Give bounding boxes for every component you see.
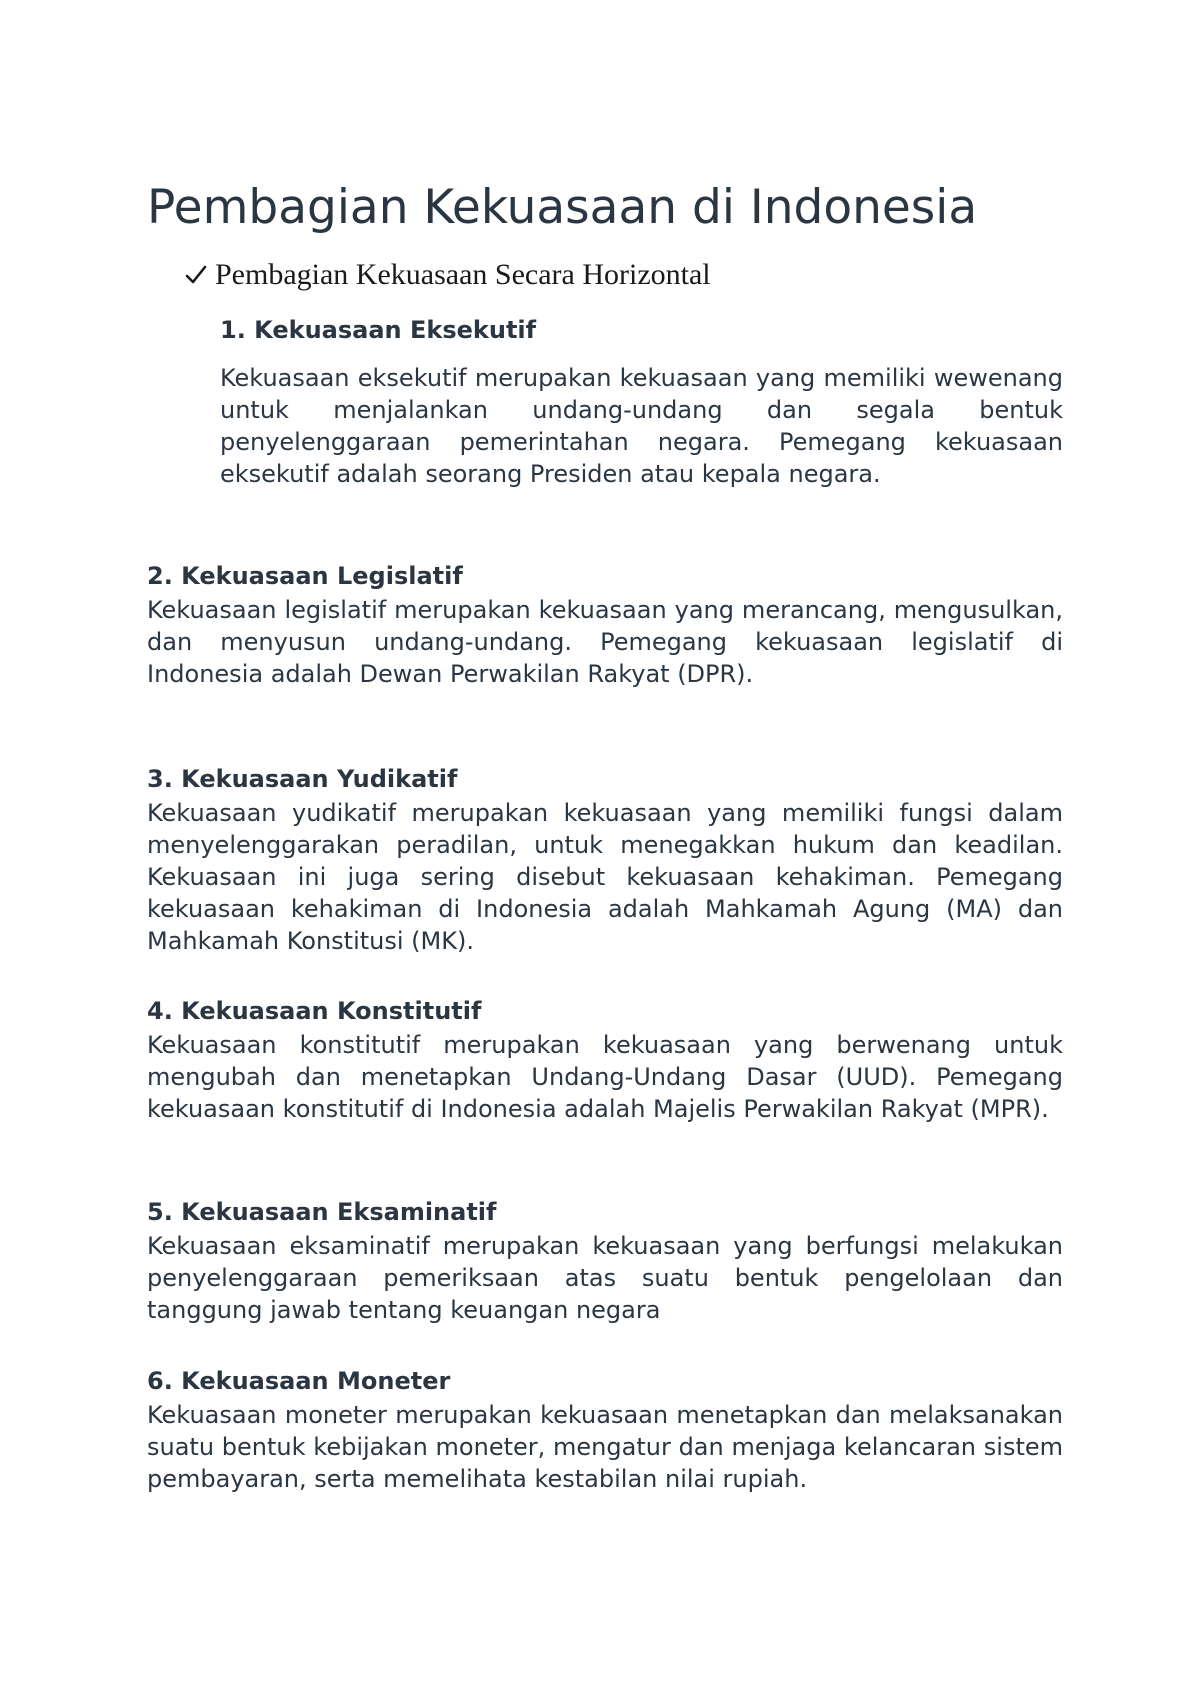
section-heading-legislatif: 2. Kekuasaan Legislatif xyxy=(147,562,463,590)
page-title: Pembagian Kekuasaan di Indonesia xyxy=(147,180,978,235)
subheading-text: Pembagian Kekuasaan Secara Horizontal xyxy=(215,258,711,291)
section-body-moneter: Kekuasaan moneter merupakan kekuasaan menetapkan dan melaksanakan suatu bentuk kebijakan moneter, mengatur dan menjaga kelancaran sistem pembayaran, serta memelihata kestabilan nilai rupiah. xyxy=(147,1401,1063,1493)
section-body-eksekutif: Kekuasaan eksekutif merupakan kekuasaan yang memiliki wewenang untuk menjalankan undang-undang dan segala bentuk penyelenggaraan pemerintahan negara. Pemegang kekuasaan eksekutif adalah seorang Presiden atau kepala negara. xyxy=(220,364,1063,488)
subheading xyxy=(185,258,711,292)
section-body-konstitutif: Kekuasaan konstitutif merupakan kekuasaan yang berwenang untuk mengubah dan menetapkan Undang-Undang Dasar (UUD). Pemegang kekuasaan konstitutif di Indonesia adalah Majelis Perwakilan Rakyat (MPR). xyxy=(147,1031,1063,1123)
section-heading-konstitutif: 4. Kekuasaan Konstitutif xyxy=(147,997,482,1025)
section-heading-eksekutif: 1. Kekuasaan Eksekutif xyxy=(220,316,537,344)
section-body-yudikatif: Kekuasaan yudikatif merupakan kekuasaan yang memiliki fungsi dalam menyelenggarakan peradilan, untuk menegakkan hukum dan keadilan. Kekuasaan ini juga sering disebut kekuasaan kehakiman. Pemegang kekuasaan kehakiman di Indonesia adalah Mahkamah Agung (MA) dan Mahkamah Konstitusi (MK). xyxy=(147,799,1063,955)
section-body-eksaminatif: Kekuasaan eksaminatif merupakan kekuasaan yang berfungsi melakukan penyelenggaraan pemeriksaan atas suatu bentuk pengelolaan dan tanggung jawab tentang keuangan negara xyxy=(147,1232,1063,1324)
section-heading-yudikatif: 3. Kekuasaan Yudikatif xyxy=(147,765,458,793)
checkmark-icon xyxy=(185,258,215,292)
section-heading-eksaminatif: 5. Kekuasaan Eksaminatif xyxy=(147,1198,497,1226)
section-body-legislatif: Kekuasaan legislatif merupakan kekuasaan yang merancang, mengusulkan, dan menyusun undang-undang. Pemegang kekuasaan legislatif di Indonesia adalah Dewan Perwakilan Rakyat (DPR). xyxy=(147,596,1063,688)
section-heading-moneter: 6. Kekuasaan Moneter xyxy=(147,1367,451,1395)
